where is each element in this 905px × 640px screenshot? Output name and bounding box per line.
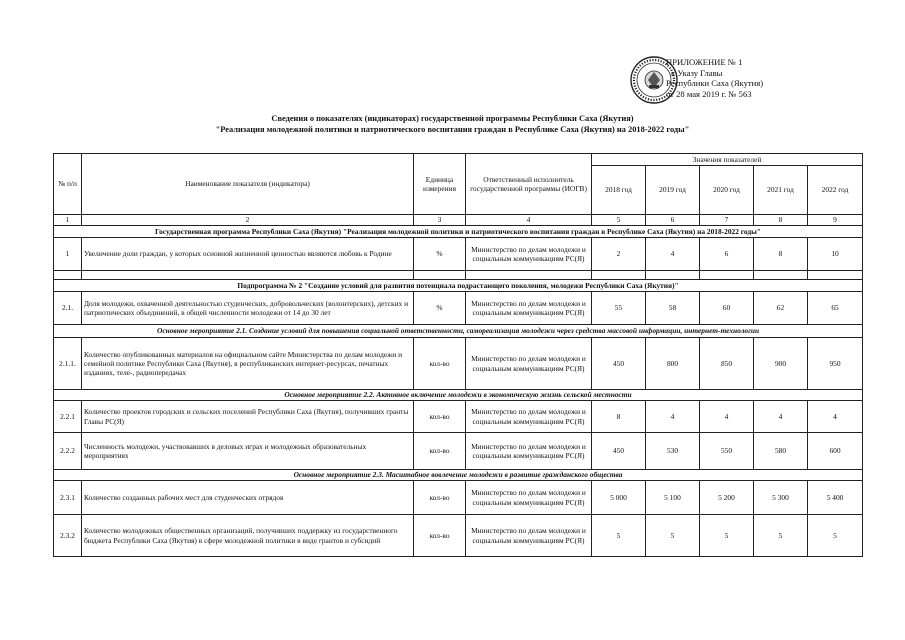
row-name: Количество проектов городских и сельских поселений Республики Саха (Якутия), получивших гранты Главы РС(Я)	[82, 401, 414, 433]
measure-2-1-row: Основное мероприятие 2.1. Создание условий для повышения социальной ответственности, самореализация молодежи через средства массовой информации, интернет-технологии	[54, 325, 863, 338]
header-name: Наименование показателя (индикатора)	[82, 154, 414, 215]
table-row	[54, 401, 863, 433]
row-value: 2	[592, 238, 646, 271]
document-title	[0, 113, 905, 135]
row-value: 4	[700, 401, 754, 433]
row-executor: Министерство по делам молодежи и социальным коммуникациям РС(Я)	[466, 481, 592, 515]
row-value: 58	[646, 292, 700, 325]
row-name: Количество созданных рабочих мест для студенческих отрядов	[82, 481, 414, 515]
measure-2-3-row: Основное мероприятие 2.3. Масштабное вовлечение молодежи в развитие гражданского общества	[54, 470, 863, 481]
row-value: 4	[646, 401, 700, 433]
program-title-row: Государственная программа Республики Саха (Якутия) "Реализация молодежной политики и патриотического воспитания граждан в Республике Саха (Якутия) на 2018-2022 годы"	[54, 226, 863, 238]
row-executor: Министерство по делам молодежи и социальным коммуникациям РС(Я)	[466, 433, 592, 470]
table-row	[54, 515, 863, 557]
row-value: 10	[808, 238, 863, 271]
column-number: 6	[646, 215, 700, 226]
row-num: 2.3.1	[54, 481, 82, 515]
row-unit: кол-во	[414, 433, 466, 470]
row-num: 2.3.2	[54, 515, 82, 557]
measure-2-2-row: Основное мероприятие 2.2. Активное включение молодежи в экономическую жизнь сельской местности	[54, 390, 863, 401]
appendix-header	[666, 57, 796, 99]
row-value: 55	[592, 292, 646, 325]
row-value: 850	[700, 338, 754, 390]
table-row	[54, 238, 863, 271]
row-value: 60	[700, 292, 754, 325]
header-executor: Ответственный исполнитель государственной программы (ИОГВ)	[466, 154, 592, 215]
appendix-line-4: от 28 мая 2019 г. № 563	[666, 88, 752, 99]
appendix-line-3: Республики Саха (Якутия)	[666, 78, 764, 89]
row-num: 2.1.	[54, 292, 82, 325]
header-year: 2020 год	[700, 166, 754, 215]
row-num: 2.1.1.	[54, 338, 82, 390]
row-value: 600	[808, 433, 863, 470]
row-value: 5 400	[808, 481, 863, 515]
header-num: № п/п	[54, 154, 82, 215]
table-row	[54, 433, 863, 470]
indicators-table	[53, 153, 863, 557]
row-unit: %	[414, 238, 466, 271]
row-value: 900	[754, 338, 808, 390]
row-value: 5 200	[700, 481, 754, 515]
header-year: 2021 год	[754, 166, 808, 215]
row-value: 5 300	[754, 481, 808, 515]
row-executor: Министерство по делам молодежи и социальным коммуникациям РС(Я)	[466, 292, 592, 325]
column-number: 5	[592, 215, 646, 226]
row-value: 4	[646, 238, 700, 271]
row-value: 8	[592, 401, 646, 433]
row-executor: Министерство по делам молодежи и социальным коммуникациям РС(Я)	[466, 401, 592, 433]
table-row	[54, 481, 863, 515]
row-value: 580	[754, 433, 808, 470]
row-executor: Министерство по делам молодежи и социальным коммуникациям РС(Я)	[466, 515, 592, 557]
subprogram-title-row: Подпрограмма № 2 "Создание условий для развития потенциала подрастающего поколения, молодежи Республики Саха (Якутия)"	[54, 280, 863, 292]
column-number: 1	[54, 215, 82, 226]
row-value: 550	[700, 433, 754, 470]
row-value: 5 100	[646, 481, 700, 515]
appendix-line-1: ПРИЛОЖЕНИЕ № 1	[666, 57, 743, 67]
column-number: 3	[414, 215, 466, 226]
title-line-1: Сведения о показателях (индикаторах) государственной программы Республики Саха (Якутия)	[271, 114, 634, 123]
column-number: 4	[466, 215, 592, 226]
column-number: 8	[754, 215, 808, 226]
row-value: 6	[700, 238, 754, 271]
table-row	[54, 292, 863, 325]
header-unit: Единица измерения	[414, 154, 466, 215]
row-num: 1	[54, 238, 82, 271]
title-line-2: "Реализация молодежной политики и патриотического воспитания граждан в Республике Саха (Якутия) на 2018-2022 годы"	[215, 125, 690, 134]
row-value: 5	[592, 515, 646, 557]
row-unit: %	[414, 292, 466, 325]
row-name: Количество опубликованных материалов на официальном сайте Министерства по делам молодежи и семейной политике Республики Саха (Якутия), в республиканских интернет-ресурсах, печатных изданиях, теле-, радиопередачах	[82, 338, 414, 390]
row-name: Доля молодежи, охваченной деятельностью студенческих, добровольческих (волонтерских), детских и патриотических объединений, в общей численности молодежи от 14 до 30 лет	[82, 292, 414, 325]
row-name: Численность молодежи, участвовавших в деловых играх и молодежных образовательных мероприятиях	[82, 433, 414, 470]
row-unit: кол-во	[414, 515, 466, 557]
column-number: 9	[808, 215, 863, 226]
row-value: 5	[808, 515, 863, 557]
row-value: 5	[700, 515, 754, 557]
row-value: 62	[754, 292, 808, 325]
appendix-line-2: к Указу Главы	[671, 67, 723, 78]
row-unit: кол-во	[414, 481, 466, 515]
spacer-row	[54, 271, 863, 280]
row-value: 5	[646, 515, 700, 557]
row-value: 950	[808, 338, 863, 390]
row-value: 450	[592, 433, 646, 470]
header-year: 2019 год	[646, 166, 700, 215]
row-value: 8	[754, 238, 808, 271]
column-number: 2	[82, 215, 414, 226]
row-name: Увеличение доли граждан, у которых основной жизненной ценностью являются любовь к Родине	[82, 238, 414, 271]
row-value: 530	[646, 433, 700, 470]
column-number-row	[54, 215, 863, 226]
row-executor: Министерство по делам молодежи и социальным коммуникациям РС(Я)	[466, 338, 592, 390]
row-executor: Министерство по делам молодежи и социальным коммуникациям РС(Я)	[466, 238, 592, 271]
row-name: Количество молодежных общественных организаций, получивших поддержку из государственного бюджета Республики Саха (Якутия) в сфере молодежной политики в виде грантов и субсидий	[82, 515, 414, 557]
row-unit: кол-во	[414, 338, 466, 390]
row-value: 5 000	[592, 481, 646, 515]
row-num: 2.2.1	[54, 401, 82, 433]
header-values-group: Значения показателей	[592, 154, 863, 166]
row-value: 4	[808, 401, 863, 433]
row-unit: кол-во	[414, 401, 466, 433]
column-number: 7	[700, 215, 754, 226]
row-value: 5	[754, 515, 808, 557]
header-year: 2018 год	[592, 166, 646, 215]
row-value: 450	[592, 338, 646, 390]
row-value: 4	[754, 401, 808, 433]
table-row	[54, 338, 863, 390]
row-value: 65	[808, 292, 863, 325]
row-num: 2.2.2	[54, 433, 82, 470]
row-value: 800	[646, 338, 700, 390]
header-year: 2022 год	[808, 166, 863, 215]
